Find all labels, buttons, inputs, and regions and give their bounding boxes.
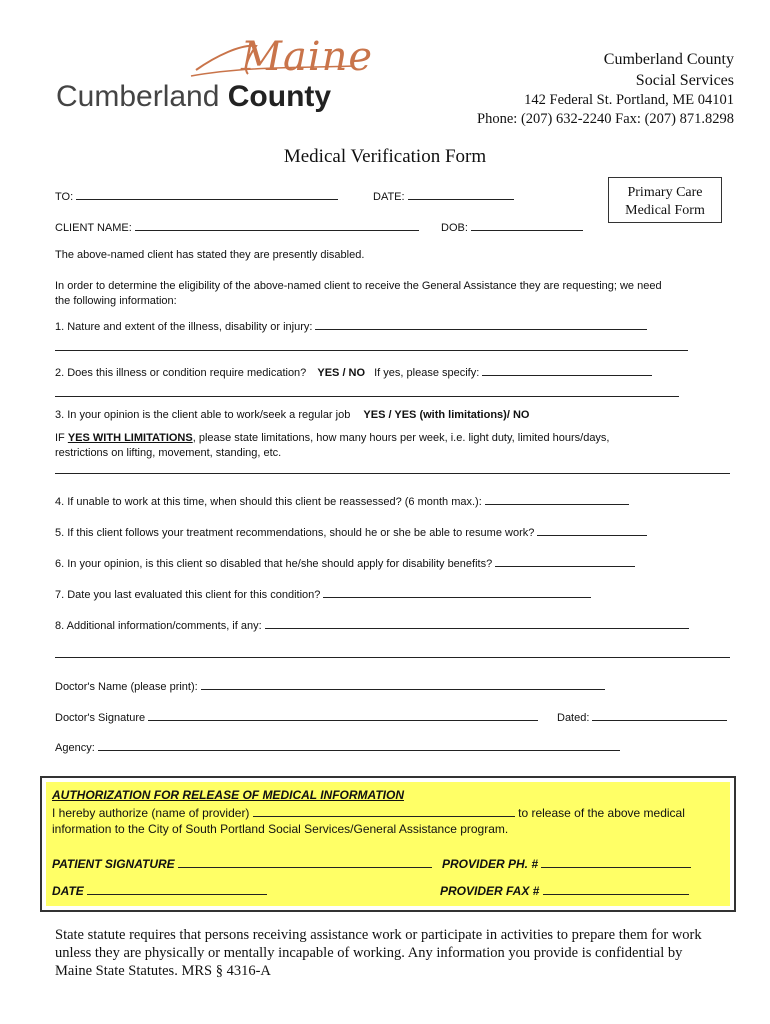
doctor-name-field[interactable] bbox=[55, 678, 605, 693]
question-6[interactable] bbox=[55, 555, 635, 570]
org-header bbox=[477, 49, 734, 129]
intro-request-line2: the following information: bbox=[55, 295, 177, 307]
question-6-label: 6. In your opinion, is this client so disabled that he/she should apply for disability benefits? bbox=[55, 558, 493, 570]
provider-fax-field[interactable] bbox=[440, 883, 689, 898]
provider-phone-label: PROVIDER PH. # bbox=[442, 857, 539, 871]
question-3-label: 3. In your opinion is the client able to work/seek a regular job bbox=[55, 409, 351, 421]
question-3-limitations-line1 bbox=[55, 432, 610, 444]
statute-notice bbox=[55, 926, 702, 980]
doctor-signature-field[interactable] bbox=[55, 709, 538, 724]
logo bbox=[56, 34, 374, 116]
question-8-extra-line[interactable] bbox=[55, 657, 730, 658]
doctor-signature-label: Doctor's Signature bbox=[55, 712, 146, 724]
to-label: TO: bbox=[55, 191, 74, 203]
question-5-input-line[interactable] bbox=[537, 524, 647, 536]
question-2[interactable] bbox=[55, 364, 652, 379]
question-6-input-line[interactable] bbox=[495, 555, 635, 567]
logo-word-cumberland: Cumberland bbox=[56, 80, 220, 113]
patient-date-input-line[interactable] bbox=[87, 883, 267, 895]
intro-statement: The above-named client has stated they are presently disabled. bbox=[55, 249, 365, 261]
provider-name-input-line[interactable] bbox=[253, 805, 515, 817]
logo-script: Maine bbox=[241, 34, 374, 80]
org-name: Cumberland County bbox=[603, 51, 734, 68]
statute-line2: unless they are physically or mentally incapable of working. Any information you provide is confidential by bbox=[55, 945, 683, 961]
question-5[interactable] bbox=[55, 524, 647, 539]
patient-date-label: DATE bbox=[52, 884, 84, 898]
client-name-input-line[interactable] bbox=[135, 219, 419, 231]
question-2-specify-label: If yes, please specify: bbox=[374, 367, 480, 379]
agency-label: Agency: bbox=[55, 742, 95, 754]
dob-field[interactable] bbox=[441, 219, 583, 234]
question-2-input-line[interactable] bbox=[482, 364, 652, 376]
question-1-input-line[interactable] bbox=[315, 318, 647, 330]
date-field[interactable] bbox=[373, 188, 514, 203]
provider-phone-field[interactable] bbox=[442, 856, 691, 871]
authorize-label: I hereby authorize (name of provider) bbox=[52, 806, 250, 820]
question-1-label: 1. Nature and extent of the illness, disability or injury: bbox=[55, 321, 313, 333]
org-phone: Phone: (207) 632-2240 Fax: (207) 871.8298 bbox=[477, 111, 734, 127]
org-address: 142 Federal St. Portland, ME 04101 bbox=[524, 92, 734, 108]
question-7-label: 7. Date you last evaluated this client for this condition? bbox=[55, 589, 321, 601]
doctor-name-input-line[interactable] bbox=[201, 678, 605, 690]
badge-line1: Primary Care bbox=[627, 185, 703, 200]
patient-signature-field[interactable] bbox=[52, 856, 432, 871]
question-8[interactable] bbox=[55, 617, 689, 632]
question-8-label: 8. Additional information/comments, if any: bbox=[55, 620, 262, 632]
logo-word-county: County bbox=[227, 80, 332, 113]
agency-field[interactable] bbox=[55, 739, 620, 754]
question-2-label: 2. Does this illness or condition require medication? bbox=[55, 367, 307, 379]
question-2-extra-line[interactable] bbox=[55, 396, 679, 397]
question-4[interactable] bbox=[55, 493, 629, 508]
dob-label: DOB: bbox=[441, 222, 468, 234]
question-1[interactable] bbox=[55, 318, 647, 333]
question-3-options[interactable]: YES / YES (with limitations)/ NO bbox=[363, 409, 530, 421]
question-8-input-line[interactable] bbox=[265, 617, 689, 629]
org-department: Social Services bbox=[635, 72, 734, 89]
provider-fax-input-line[interactable] bbox=[543, 883, 689, 895]
doctor-signature-input-line[interactable] bbox=[148, 709, 538, 721]
authorization-program-text: information to the City of South Portland Social Services/General Assistance program. bbox=[52, 822, 509, 836]
authorization-provider-line[interactable] bbox=[52, 805, 685, 820]
to-input-line[interactable] bbox=[76, 188, 338, 200]
statute-line1: State statute requires that persons receiving assistance work or participate in activities to prepare them for work bbox=[55, 927, 702, 943]
question-3-input-line[interactable] bbox=[55, 473, 730, 474]
intro-request-line1: In order to determine the eligibility of the above-named client to receive the General Assistance they are requesting; we need bbox=[55, 280, 662, 292]
limitations-if: IF bbox=[55, 432, 68, 444]
dated-field[interactable] bbox=[557, 709, 727, 724]
provider-phone-input-line[interactable] bbox=[541, 856, 691, 868]
question-4-label: 4. If unable to work at this time, when should this client be reassessed? (6 month max.): bbox=[55, 496, 482, 508]
client-name-label: CLIENT NAME: bbox=[55, 222, 132, 234]
logo-wordmark bbox=[56, 80, 331, 114]
badge-line2: Medical Form bbox=[625, 203, 705, 218]
question-3-limitations-line2: restrictions on lifting, movement, standing, etc. bbox=[55, 447, 282, 459]
limitations-instructions: , please state limitations, how many hours per week, i.e. light duty, limited hours/days, bbox=[192, 432, 610, 444]
date-label: DATE: bbox=[373, 191, 405, 203]
question-7[interactable] bbox=[55, 586, 591, 601]
dob-input-line[interactable] bbox=[471, 219, 583, 231]
authorize-release-text: to release of the above medical bbox=[518, 806, 685, 820]
patient-date-field[interactable] bbox=[52, 883, 267, 898]
authorization-heading: AUTHORIZATION FOR RELEASE OF MEDICAL INFORMATION bbox=[52, 788, 404, 802]
question-1-extra-line[interactable] bbox=[55, 350, 688, 351]
patient-signature-input-line[interactable] bbox=[178, 856, 432, 868]
date-input-line[interactable] bbox=[408, 188, 514, 200]
to-field[interactable] bbox=[55, 188, 338, 203]
doctor-name-label: Doctor's Name (please print): bbox=[55, 681, 198, 693]
question-5-label: 5. If this client follows your treatment recommendations, should he or she be able to resume work? bbox=[55, 527, 535, 539]
patient-signature-label: PATIENT SIGNATURE bbox=[52, 857, 175, 871]
dated-label: Dated: bbox=[557, 712, 590, 724]
authorization-box bbox=[40, 776, 736, 912]
statute-line3: Maine State Statutes. MRS § 4316-A bbox=[55, 963, 271, 979]
client-name-field[interactable] bbox=[55, 219, 419, 234]
provider-fax-label: PROVIDER FAX # bbox=[440, 884, 540, 898]
question-4-input-line[interactable] bbox=[485, 493, 629, 505]
dated-input-line[interactable] bbox=[592, 709, 727, 721]
question-3 bbox=[55, 409, 529, 421]
page-title: Medical Verification Form bbox=[283, 146, 487, 167]
form-type-badge bbox=[608, 177, 722, 223]
question-2-options[interactable]: YES / NO bbox=[317, 367, 366, 379]
agency-input-line[interactable] bbox=[98, 739, 620, 751]
authorization-panel bbox=[46, 782, 730, 906]
question-7-input-line[interactable] bbox=[323, 586, 591, 598]
limitations-emphasis: YES WITH LIMITATIONS bbox=[67, 432, 193, 444]
